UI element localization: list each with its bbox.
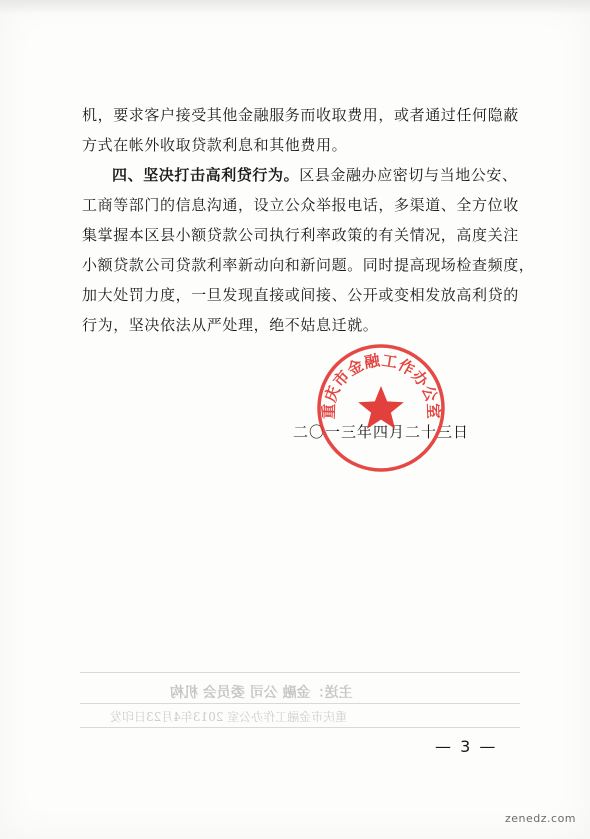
official-seal-stamp xyxy=(315,342,447,474)
bleed-through-rule xyxy=(80,727,520,728)
page-number: — 3 — xyxy=(435,737,498,756)
body-line: 集掌握本区县小额贷款公司执行利率政策的有关情况，高度关注 xyxy=(82,226,519,244)
body-line: 小额贷款公司贷款利率新动向和新问题。同时提高现场检查频度， xyxy=(82,256,535,274)
document-body xyxy=(82,100,535,340)
bleed-through-rule xyxy=(80,672,520,673)
scan-edge-shadow xyxy=(0,0,590,14)
body-line: 工商等部门的信息沟通，设立公众举报电话，多渠道、全方位收 xyxy=(82,196,519,214)
section-paragraph-start xyxy=(82,160,522,190)
document-date: 二〇一三年四月二十三日 xyxy=(293,423,470,441)
body-line: 方式在帐外收取贷款利息和其他费用。 xyxy=(82,136,348,154)
section-heading: 四、坚决打击高利贷行为。 xyxy=(112,166,300,184)
bleed-through-issued: 重庆市金融工作办公室 2013年4月23日印发 xyxy=(110,710,348,724)
site-watermark: zenedz.com xyxy=(505,812,577,825)
bleed-through-distribution: 主送：金融 公司 委员会 机构 xyxy=(170,685,353,701)
bleed-through-rule xyxy=(80,703,520,704)
seal-star-icon xyxy=(358,386,404,429)
body-line: 加大处罚力度，一旦发现直接或间接、公开或变相发放高利贷的 xyxy=(82,286,519,304)
body-line: 区县金融办应密切与当地公安、 xyxy=(299,166,518,184)
body-line: 行为，坚决依法从严处理，绝不姑息迁就。 xyxy=(82,316,379,334)
body-line: 机，要求客户接受其他金融服务而收取费用，或者通过任何隐蔽 xyxy=(82,106,519,124)
seal-text: 重庆市金融工作办公室 xyxy=(319,351,443,420)
